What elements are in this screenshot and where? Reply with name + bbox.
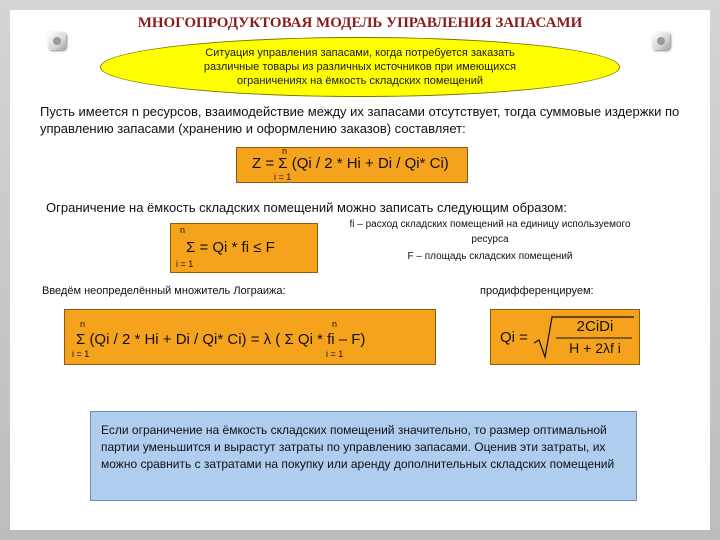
lagrange-label: Введём неопределённый множитель Лограижа:	[42, 285, 286, 297]
formula4-denominator: H + 2λf i	[569, 340, 621, 356]
formula3-upper-limit-2: n	[332, 319, 338, 329]
pushpin-icon	[652, 32, 670, 50]
differentiate-label: продифференцируем:	[480, 285, 594, 297]
conclusion-text: Если ограничение на ёмкость складских помещений значительно, то размер оптимальной партии уменьшится и вырастут затраты по управлению запасами. Оценив эти затраты, их можно сравнить с затратами на покупку или аренду дополнительных складских помещений	[101, 423, 615, 471]
formula2-text: Σ = Qi * fi ≤ F	[186, 239, 275, 256]
pushpin-icon	[48, 32, 66, 50]
definition-ellipse	[100, 37, 620, 97]
intro-paragraph	[40, 103, 680, 137]
note-fi: fi – расход складских помещений на единицу используемого ресурса	[349, 219, 631, 245]
note-F: F – площадь складских помещений	[407, 251, 573, 262]
conclusion-box	[90, 411, 637, 501]
formula3-lower-limit-1: i = 1	[72, 349, 90, 359]
definition-text: Ситуация управления запасами, когда потребуется заказать различные товары из различных источников при имеющихся ограничениях на ёмкость складских помещений	[203, 47, 517, 87]
constraint-paragraph: Ограничение на ёмкость складских помещений можно записать следующим образом:	[46, 200, 567, 215]
slide-title: МНОГОПРОДУКТОВАЯ МОДЕЛЬ УПРАВЛЕНИЯ ЗАПАСАМИ	[137, 15, 583, 31]
formula2-lower-limit: i = 1	[176, 259, 194, 269]
intro-text: Пусть имеется n ресурсов, взаимодействие между их запасами отсутствует, тогда суммовые издержки по управлению запасами (хранению и оформлению заказов) составляет:	[40, 104, 680, 136]
formula4-left: Qi =	[500, 329, 528, 346]
formula4-numerator: 2CiDi	[576, 318, 614, 335]
formula2-upper-limit: n	[180, 225, 186, 235]
formula1-text: Z = Σ (Qi / 2 * Hi + Di / Qi* Ci)	[252, 155, 449, 172]
formula1-lower-limit: i = 1	[274, 172, 292, 182]
formula3-upper-limit-1: n	[80, 319, 86, 329]
formula1-upper-limit: n	[282, 146, 288, 156]
formula3-lower-limit-2: i = 1	[326, 349, 344, 359]
formula3-text: Σ (Qi / 2 * Hi + Di / Qi* Ci) = λ ( Σ Qi * fi – F)	[76, 331, 366, 348]
